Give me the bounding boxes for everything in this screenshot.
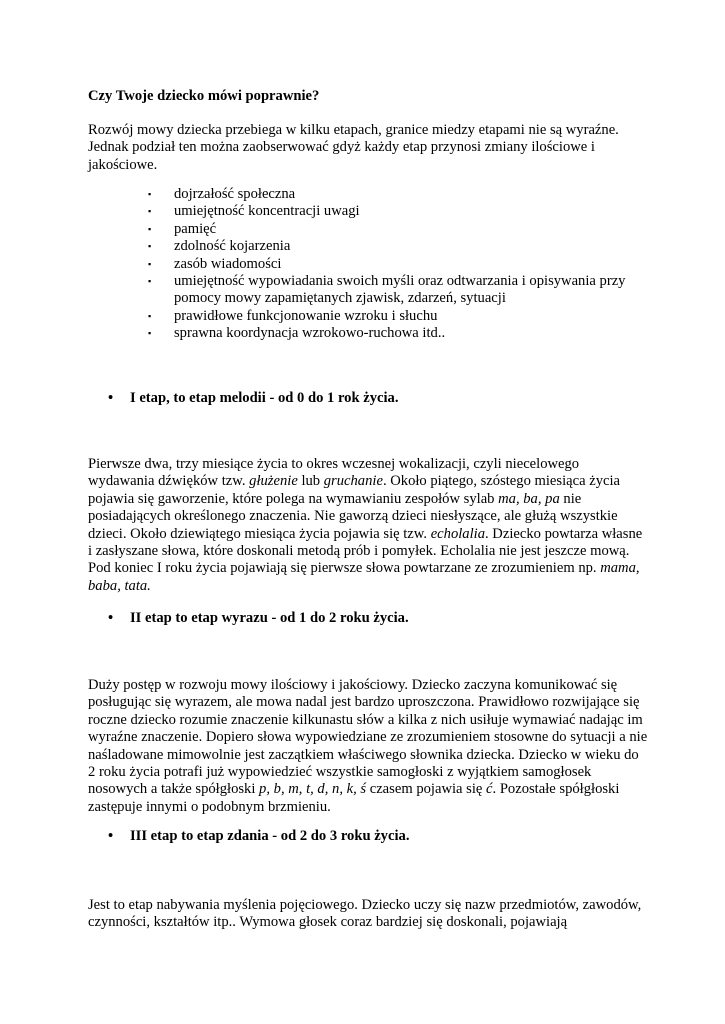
square-bullet-icon: ▪ bbox=[148, 328, 152, 339]
page-title: Czy Twoje dziecko mówi poprawnie? bbox=[88, 88, 320, 104]
list-item: ▪ umiejętność koncentracji uwagi bbox=[148, 203, 360, 220]
skills-list bbox=[148, 186, 648, 343]
list-item: ▪ umiejętność wypowiadania swoich myśli oraz odtwarzania i opisywania przy pomocy mowy zapamiętanych zjawisk, zdarzeń, sytuacji bbox=[148, 273, 626, 307]
square-bullet-icon: ▪ bbox=[148, 223, 152, 234]
intro-paragraph: Rozwój mowy dziecka przebiega w kilku etapach, granice miedzy etapami nie są wyraźne. Jednak podział ten można zaobserwować gdyż każdy etap przynosi zmiany ilościowe i jakościowe. bbox=[88, 122, 619, 173]
stage-1-paragraph: Pierwsze dwa, trzy miesiące życia to okres wczesnej wokalizacji, czyli niecelowego wydawania dźwięków tzw. głużenie lub gruchanie. Około piątego, szóstego miesiąca życia pojawia się gaworzenie, które polega na wymawianiu zespołów sylab ma, ba, pa nie posiadających określonego znaczenia. Nie gaworzą dzieci niesłyszące, ale głużą wszystkie dzieci. Około dziewiątego miesiąca życia pojawia się tzw. echolalia. Dziecko powtarza własne i zasłyszane słowa, które doskonali metodą prób i pomyłek. Echolalia nie jest jeszcze mową. Pod koniec I roku życia pojawiają się pierwsze słowa powtarzane ze zrozumieniem np. mama, baba, tata. bbox=[88, 456, 643, 594]
list-item: ▪ prawidłowe funkcjonowanie wzroku i słuchu bbox=[148, 307, 438, 324]
stage-1-heading: • I etap, to etap melodii - od 0 do 1 rok życia. bbox=[108, 390, 399, 406]
round-bullet-icon: • bbox=[108, 610, 114, 626]
square-bullet-icon: ▪ bbox=[148, 276, 152, 287]
list-item: ▪ pamięć bbox=[148, 220, 217, 237]
round-bullet-icon: • bbox=[108, 390, 114, 406]
round-bullet-icon: • bbox=[108, 828, 114, 844]
stage-3-paragraph: Jest to etap nabywania myślenia pojęciowego. Dziecko uczy się nazw przedmiotów, zawodów, czynności, kształtów itp.. Wymowa głosek coraz bardziej się doskonali, pojawiają bbox=[88, 897, 642, 931]
stage-2-heading: • II etap to etap wyrazu - od 1 do 2 roku życia. bbox=[108, 610, 409, 626]
square-bullet-icon: ▪ bbox=[148, 241, 152, 252]
list-item: ▪ zasób wiadomości bbox=[148, 255, 282, 272]
square-bullet-icon: ▪ bbox=[148, 310, 152, 321]
list-item: ▪ sprawna koordynacja wzrokowo-ruchowa itd.. bbox=[148, 325, 446, 342]
square-bullet-icon: ▪ bbox=[148, 258, 152, 269]
stage-3-heading: • III etap to etap zdania - od 2 do 3 roku życia. bbox=[108, 828, 410, 844]
list-item: ▪ dojrzałość społeczna bbox=[148, 186, 296, 202]
list-item: ▪ zdolność kojarzenia bbox=[148, 238, 291, 255]
square-bullet-icon: ▪ bbox=[148, 206, 152, 217]
stage-2-paragraph: Duży postęp w rozwoju mowy ilościowy i jakościowy. Dziecko zaczyna komunikować się posługując się wyrazem, ale mowa nadal jest bardzo uproszczona. Prawidłowo rozwijające się roczne dziecko rozumie znaczenie kilkunastu słów a kilka z nich usiłuje wymawiać nadając im wyraźne znaczenie. Dopiero słowa wypowiedziane ze zrozumieniem stosowne do sytuacji a nie naśladowane mimowolnie jest zaczątkiem właściwego słownika dziecka. Dziecko w wieku do 2 roku życia potrafi już wypowiedzieć wszystkie samogłoski z wyjątkiem samogłosek nosowych a także spółgłoski p, b, m, t, d, n, k, ś czasem pojawia się ć. Pozostałe spółgłoski zastępuje innymi o podobnym brzmieniu. bbox=[88, 677, 648, 815]
square-bullet-icon: ▪ bbox=[148, 189, 152, 199]
